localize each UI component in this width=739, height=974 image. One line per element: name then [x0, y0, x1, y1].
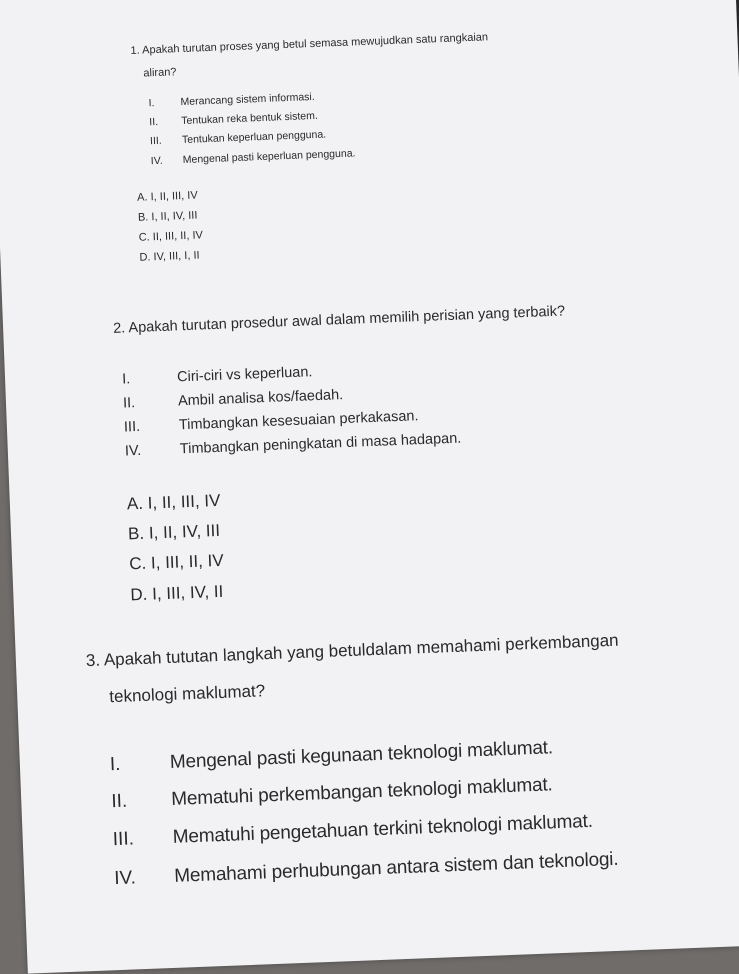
q1-option-c: C. II, III, II, IV [138, 229, 204, 244]
q2-item-2-text: Ambil analisa kos/faedah. [177, 387, 344, 410]
q3-item-1-num: I. [109, 753, 121, 776]
q3-item-2-num: II. [110, 790, 128, 813]
q1-question-line1: 1. Apakah turutan proses yang betul semasa mewujudkan satu rangkaian [130, 31, 489, 57]
q2-option-d: D. I, III, IV, II [130, 581, 224, 605]
q3-item-2-text: Mematuhi perkembangan teknologi maklumat. [170, 774, 553, 810]
q2-item-3-text: Timbangkan kesesuaian perkakasan. [178, 408, 419, 434]
q2-option-a: A. I, II, III, IV [126, 490, 221, 514]
q3-question-line1: 3. Apakah tututan langkah yang betuldalam memahami perkembangan [85, 630, 619, 671]
q2-item-2-num: II. [122, 395, 136, 412]
q3-item-4-num: IV. [113, 867, 137, 890]
q1-item-2-text: Tentukan reka bentuk sistem. [181, 109, 318, 128]
q3-item-3-text: Mematuhi pengetahuan terkini teknologi maklumat. [172, 810, 594, 848]
q1-item-1-text: Merancang sistem informasi. [180, 90, 315, 109]
q3-item-4-text: Memahami perhubungan antara sistem dan teknologi. [173, 848, 619, 887]
q2-item-1-num: I. [121, 371, 131, 388]
q3-item-1-text: Mengenal pasti kegunaan teknologi maklumat. [169, 737, 554, 773]
q1-option-a: A. I, II, III, IV [136, 189, 198, 204]
q1-item-1-num: I. [148, 97, 155, 110]
q2-option-b: B. I, II, IV, III [127, 520, 221, 544]
q1-item-3-num: III. [149, 134, 162, 148]
q1-item-4-num: IV. [150, 154, 163, 168]
q3-question-line2: teknologi maklumat? [108, 681, 266, 707]
q1-item-4-text: Mengenal pasti keperluan pengguna. [182, 147, 356, 167]
q1-option-b: B. I, II, IV, III [137, 209, 198, 224]
q1-item-3-text: Tentukan keperluan pengguna. [181, 128, 327, 147]
q3-item-3-num: III. [112, 828, 135, 851]
q1-option-d: D. IV, III, I, II [139, 249, 200, 264]
q1-item-2-num: II. [149, 115, 159, 129]
q2-question: 2. Apakah turutan prosedur awal dalam memilih perisian yang terbaik? [112, 303, 566, 337]
q2-item-4-num: IV. [124, 442, 142, 460]
q2-option-c: C. I, III, II, IV [128, 550, 225, 574]
q2-item-4-text: Timbangkan peningkatan di masa hadapan. [179, 430, 462, 458]
q2-item-3-num: III. [123, 418, 141, 436]
q1-question-line2: aliran? [143, 66, 177, 80]
q2-item-1-text: Ciri-ciri vs keperluan. [176, 364, 313, 386]
